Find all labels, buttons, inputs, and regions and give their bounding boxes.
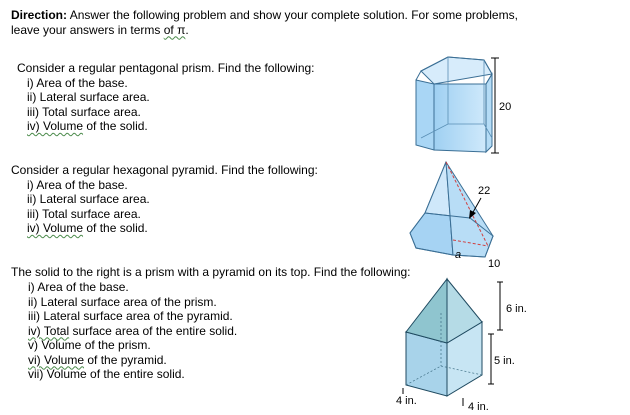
direction-text-2: leave your answers in terms (11, 22, 164, 37)
direction-label: Direction: (11, 8, 68, 22)
pyramid-height-label: 6 in. (506, 303, 527, 315)
direction-pi: of π (163, 22, 186, 37)
width-label: 4 in. (396, 395, 417, 407)
prism-height-label-3: 5 in. (494, 355, 515, 367)
problem1-item-4: iv) Volume of the solid. (27, 119, 148, 133)
problem3-item-4: iv) Total surface area of the entire solid. (28, 323, 238, 338)
problem3-item-1: i) Area of the base. (28, 280, 129, 294)
problem3-item-5: v) Volume of the prism. (28, 338, 151, 352)
problem3-item-2: ii) Lateral surface area of the prism. (28, 294, 217, 309)
problem2-item-4: iv) Volume of the solid. (27, 221, 148, 235)
problem3-item-7: vii) Volume of the entire solid. (28, 367, 185, 381)
problem1-intro: Consider a regular pentagonal prism. Find the following: (17, 61, 315, 75)
problem1-item-2: ii) Lateral surface area. (27, 90, 150, 104)
apothem-label: a (455, 249, 462, 261)
problem3-item-6: vi) Volume of the pyramid. (28, 352, 167, 367)
prism-height-label: 20 (499, 101, 512, 113)
direction-text: Answer the following problem and show your complete solution. For some problems, (67, 8, 518, 22)
problem1-item-1: i) Area of the base. (27, 75, 128, 90)
problem2-item-3: iii) Total surface area. (27, 206, 141, 221)
slant-label: 22 (478, 185, 491, 197)
side-label: 10 (488, 258, 501, 270)
problem1-item-3: iii) Total surface area. (27, 104, 141, 119)
problem2-item-2: ii) Lateral surface area. (27, 192, 150, 206)
problem2-intro: Consider a regular hexagonal pyramid. Find the following: (11, 163, 318, 177)
depth-label: 4 in. (468, 401, 489, 413)
problem3-intro: The solid to the right is a prism with a pyramid on its top. Find the following: (11, 265, 411, 279)
problem3-item-3: iii) Lateral surface area of the pyramid. (28, 309, 233, 323)
direction-period: . (185, 22, 189, 37)
problem2-item-1: i) Area of the base. (27, 177, 128, 192)
